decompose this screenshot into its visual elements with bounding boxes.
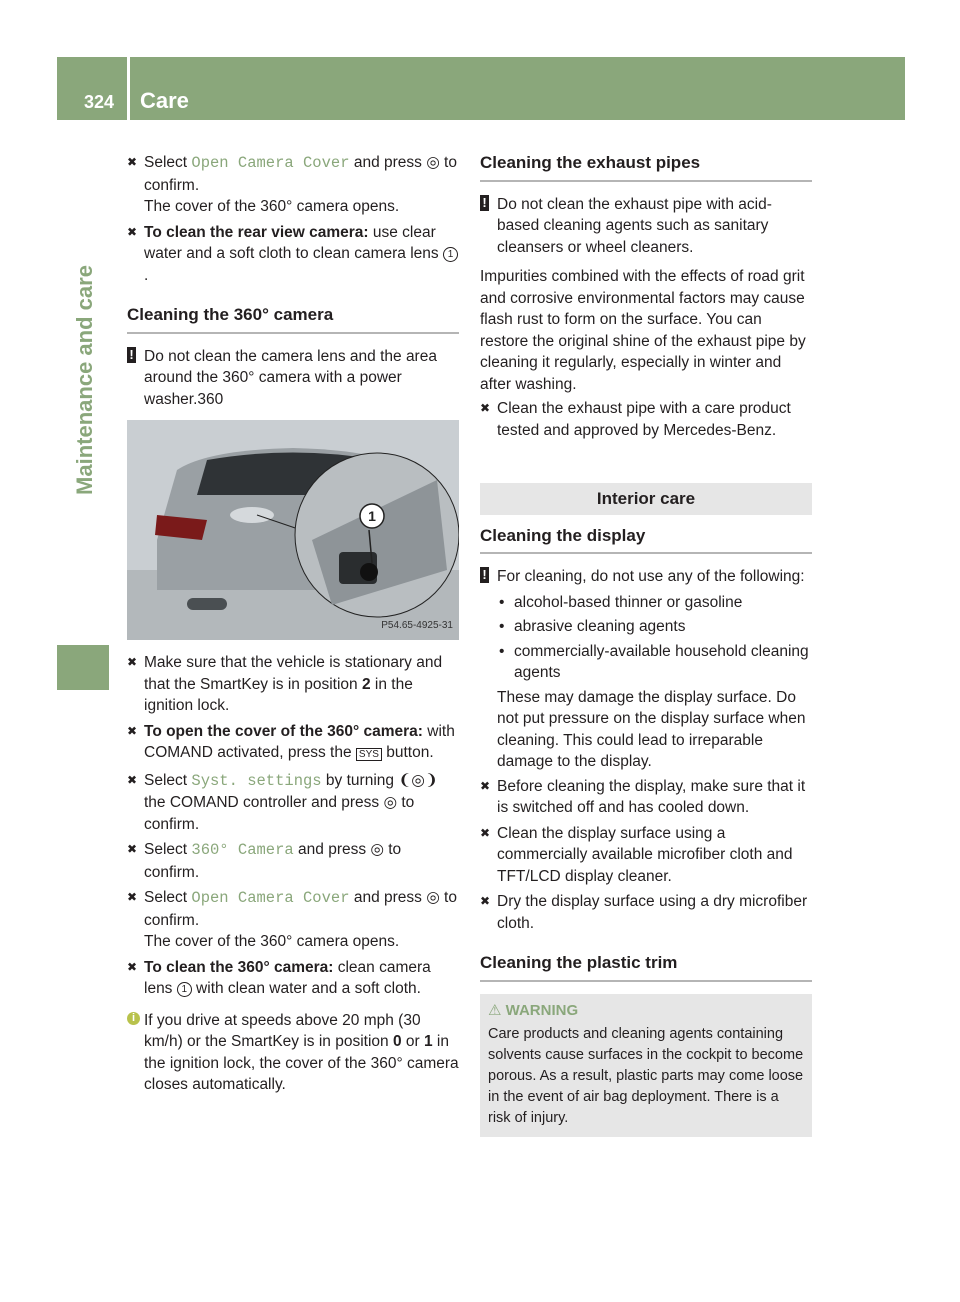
info-note: i If you drive at speeds above 20 mph (30 km/h) or the SmartKey is in position 0 or 1 in the ignition lock, the cover of the 360° camera closes automatically.: [127, 1010, 459, 1096]
step-select-open-cover-2: ✖ Select Open Camera Cover and press ◎ to confirm. The cover of the 360° camera opens.: [127, 889, 457, 950]
side-tab-block: [57, 645, 109, 690]
step-360-camera: ✖ Select 360° Camera and press ◎ to confirm.: [127, 841, 402, 881]
sys-button-icon: SYS: [356, 748, 382, 761]
list-item: • abrasive cleaning agents: [499, 618, 686, 635]
callout-1-icon: 1: [177, 982, 192, 997]
section-title: Care: [140, 88, 189, 113]
warning-box: [480, 994, 812, 1137]
right-column: [480, 152, 812, 1137]
step-exhaust: ✖ Clean the exhaust pipe with a care product tested and approved by Mercedes-Benz.: [480, 400, 791, 439]
caution-icon: !: [480, 195, 489, 211]
heading-cleaning-360: Cleaning the 360° camera: [127, 304, 459, 334]
para-exhaust: Impurities combined with the effects of road grit and corrosive environmental factors may cause flash rust to form on the surface. You can restore the original shine of the exhaust pipe by cleaning it regularly, especially in winter and after washing.: [480, 268, 806, 393]
heading-plastic: Cleaning the plastic trim: [480, 952, 812, 982]
warning-title: ⚠ WARNING: [488, 1001, 579, 1019]
step-arrow-icon: ✖: [127, 959, 138, 974]
info-icon: i: [127, 1012, 140, 1025]
step-arrow-icon: ✖: [127, 655, 138, 669]
step-display-2: ✖ Clean the display surface using a commercially available microfiber cloth and TFT/LCD display cleaner.: [480, 824, 793, 885]
step-display-1: ✖ Before cleaning the display, make sure that it is switched off and has cooled down.: [480, 777, 806, 816]
step-open-cover-360: ✖ To open the cover of the 360° camera: with COMAND activated, press the SYS button.: [127, 722, 455, 761]
step-arrow-icon: ✖: [127, 224, 138, 239]
step-arrow-icon: ✖: [127, 772, 138, 787]
camera-photo: [127, 420, 459, 640]
turn-controller-icon: ❨◎❩: [398, 771, 438, 789]
press-controller-icon: ◎: [426, 154, 440, 171]
caution-icon: !: [127, 347, 136, 363]
list-item: • commercially-available household cleaning agents: [499, 642, 809, 681]
warning-text: Care products and cleaning agents containing solvents cause surfaces in the cockpit to become porous. As a result, plastic parts may come loose in the event of air bag deployment. There is a risk of injury.: [488, 1025, 804, 1126]
page-number: 324: [84, 92, 115, 112]
warning-triangle-icon: ⚠: [488, 1001, 502, 1019]
step-display-3: ✖ Dry the display surface using a dry microfiber cloth.: [480, 893, 808, 932]
step-select-open-cover: ✖ Select Open Camera Cover and press ◎ to confirm. The cover of the 360° camera opens.: [127, 154, 457, 215]
step-stationary: ✖ Make sure that the vehicle is stationary and that the SmartKey is in position 2 in the ignition lock.: [127, 654, 443, 714]
note-display: ! For cleaning, do not use any of the following:: [480, 566, 812, 588]
list-item: • alcohol-based thinner or gasoline: [499, 593, 743, 611]
heading-exhaust: Cleaning the exhaust pipes: [480, 152, 812, 182]
interior-care-band: Interior care: [480, 483, 812, 515]
photo-code: P54.65-4925-31: [381, 619, 453, 631]
car-rear-illustration: [127, 420, 459, 640]
display-para: These may damage the display surface. Do not put pressure on the display surface when cleaning. This could lead to irreparable damage to the display.: [497, 688, 806, 770]
step-arrow-icon: ✖: [127, 842, 138, 856]
step-clean-360: ✖ To clean the 360° camera: clean camera lens 1 with clean water and a soft cloth.: [127, 958, 431, 997]
display-bullets: [480, 592, 812, 773]
note-exhaust: ! Do not clean the exhaust pipe with acid-based cleaning agents such as sanitary cleansers or wheel cleaners.: [480, 194, 812, 259]
left-column: [127, 152, 459, 1104]
step-clean-rear-camera: ✖ To clean the rear view camera: use clear water and a soft cloth to clean camera lens 1.: [127, 222, 459, 287]
step-arrow-icon: ✖: [480, 825, 491, 840]
note-360: ! Do not clean the camera lens and the area around the 360° camera with a power washer.360: [127, 346, 459, 411]
callout-1-icon: 1: [443, 247, 458, 262]
header-divider: [127, 57, 130, 120]
step-arrow-icon: ✖: [480, 401, 491, 415]
step-arrow-icon: ✖: [127, 723, 138, 738]
press-controller-icon: ◎: [370, 841, 384, 858]
photo-callout-label: 1: [368, 508, 376, 524]
press-controller-icon: ◎: [426, 889, 440, 906]
step-arrow-icon: ✖: [480, 894, 491, 908]
press-controller-icon: ◎: [383, 794, 398, 811]
caution-icon: !: [480, 567, 489, 583]
step-syst-settings: ✖ Select Syst. settings by turning ❨◎❩ the COMAND controller and press ◎ to confirm.: [127, 771, 438, 833]
step-arrow-icon: ✖: [480, 778, 491, 793]
step-arrow-icon: ✖: [127, 155, 138, 169]
heading-display: Cleaning the display: [480, 525, 812, 555]
step-arrow-icon: ✖: [127, 890, 138, 904]
